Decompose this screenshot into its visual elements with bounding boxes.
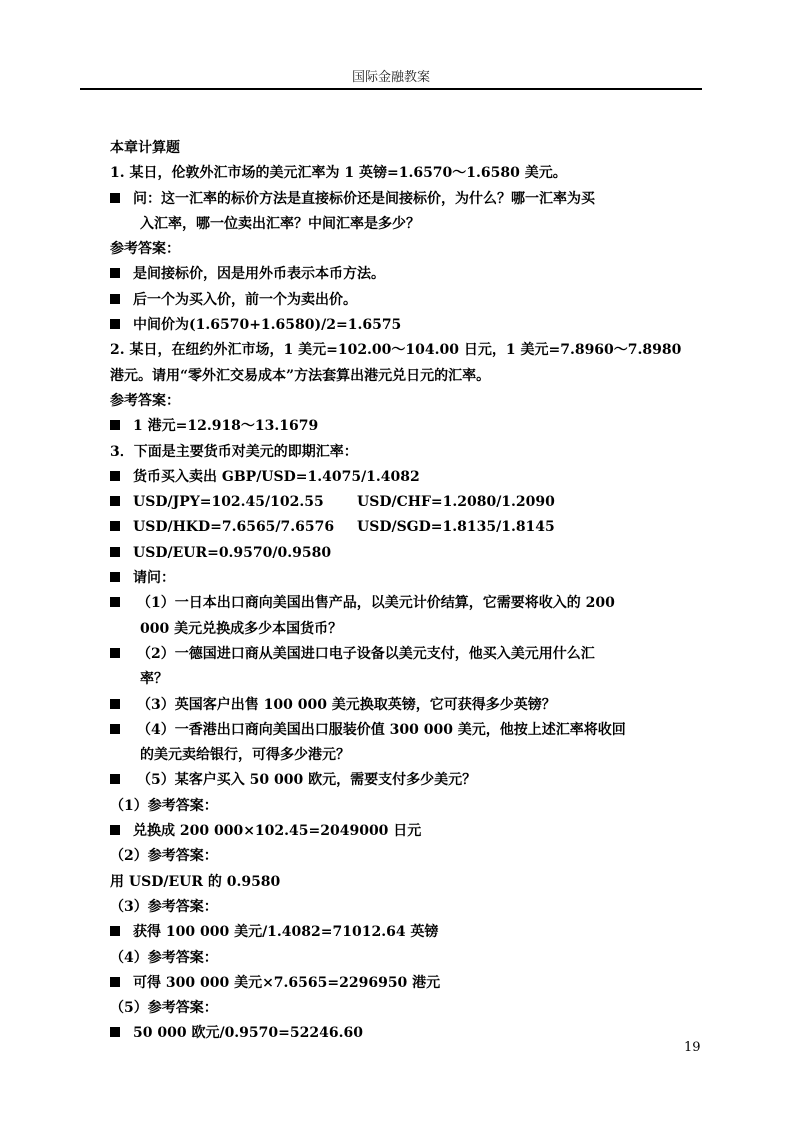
sub-question-2-continued: 率？	[140, 671, 168, 688]
document-body	[110, 136, 702, 1047]
sub-question-1: （1）一日本出口商向美国出售产品，以美元计价结算，它需要将收入的 200	[110, 591, 702, 616]
rate-row-jpy-chf: USD/JPY=102.45/102.55 USD/CHF=1.2080/1.2090	[110, 490, 702, 515]
question-1-ask-continued: 入汇率，哪一位卖出汇率？中间汇率是多少？	[140, 215, 420, 232]
question-1-ask: 问：这一汇率的标价方法是直接标价还是间接标价，为什么？哪一汇率为买	[110, 187, 702, 212]
answer-1-item-2: 后一个为买入价，前一个为卖出价。	[110, 288, 702, 313]
rate-usd-sgd: USD/SGD=1.8135/1.8145	[357, 519, 555, 536]
square-bullet-icon	[110, 471, 120, 481]
answer-label-5: （5）参考答案：	[110, 1000, 218, 1017]
answer-3-3: 获得 100 000 美元/1.4082=71012.64 英镑	[110, 920, 702, 945]
square-bullet-icon	[110, 521, 120, 531]
rate-row-hkd-sgd: USD/HKD=7.6565/7.6576 USD/SGD=1.8135/1.8145	[110, 515, 702, 540]
rate-gbp-usd: 货币买入卖出 GBP/USD=1.4075/1.4082	[110, 465, 702, 490]
question-1: 1. 某日，伦敦外汇市场的美元汇率为 1 英镑=1.6570～1.6580 美元。	[110, 165, 567, 182]
sub-question-5: （5）某客户买入 50 000 欧元，需要支付多少美元？	[110, 768, 702, 793]
square-bullet-icon	[110, 496, 120, 506]
square-bullet-icon	[110, 977, 120, 987]
square-bullet-icon	[110, 572, 120, 582]
answer-label-2: （2）参考答案：	[110, 848, 218, 865]
sub-question-1-continued: 000 美元兑换成多少本国货币？	[140, 620, 343, 637]
square-bullet-icon	[110, 193, 120, 203]
question-2-continued: 港元。请用“零外汇交易成本”方法套算出港元兑日元的汇率。	[110, 367, 491, 384]
sub-question-4: （4）一香港出口商向美国出口服装价值 300 000 美元，他按上述汇率将收回	[110, 718, 702, 743]
square-bullet-icon	[110, 926, 120, 936]
sub-question-3: （3）英国客户出售 100 000 美元换取英镑，它可获得多少英镑？	[110, 693, 702, 718]
page-number: 19	[684, 1040, 701, 1055]
square-bullet-icon	[110, 774, 120, 784]
square-bullet-icon	[110, 699, 120, 709]
question-3: 3．下面是主要货币对美元的即期汇率：	[110, 443, 358, 460]
question-2: 2. 某日，在纽约外汇市场，1 美元=102.00～104.00 日元，1 美元=7.8960～7.8980	[110, 342, 682, 359]
answer-label: 参考答案：	[110, 392, 180, 409]
sub-question-2: （2）一德国进口商从美国进口电子设备以美元支付，他买入美元用什么汇	[110, 642, 702, 667]
answer-1-item-1: 是间接标价，因是用外币表示本币方法。	[110, 262, 702, 287]
answer-label-3: （3）参考答案：	[110, 898, 218, 915]
answer-3-2: 用 USD/EUR 的 0.9580	[110, 873, 281, 890]
square-bullet-icon	[110, 825, 120, 835]
square-bullet-icon	[110, 268, 120, 278]
answer-3-1: 兑换成 200 000×102.45=2049000 日元	[110, 819, 702, 844]
answer-label-4: （4）参考答案：	[110, 949, 218, 966]
square-bullet-icon	[110, 420, 120, 430]
question-3-prompt: 请问：	[110, 566, 702, 591]
square-bullet-icon	[110, 597, 120, 607]
answer-1-item-3: 中间价为(1.6570+1.6580)/2=1.6575	[110, 313, 702, 338]
header-divider	[80, 88, 702, 90]
square-bullet-icon	[110, 294, 120, 304]
answer-3-5: 50 000 欧元/0.9570=52246.60	[110, 1021, 702, 1046]
page-header-title: 国际金融教案	[351, 70, 430, 85]
answer-2-item: 1 港元=12.918～13.1679	[110, 414, 702, 439]
square-bullet-icon	[110, 1027, 120, 1037]
answer-label-1: （1）参考答案：	[110, 797, 218, 814]
section-heading: 本章计算题	[110, 140, 180, 156]
answer-3-4: 可得 300 000 美元×7.6565=2296950 港元	[110, 971, 702, 996]
square-bullet-icon	[110, 547, 120, 557]
rate-usd-eur: USD/EUR=0.9570/0.9580	[110, 541, 702, 566]
square-bullet-icon	[110, 724, 120, 734]
square-bullet-icon	[110, 319, 120, 329]
sub-question-4-continued: 的美元卖给银行，可得多少港元？	[140, 747, 350, 764]
rate-usd-chf: USD/CHF=1.2080/1.2090	[357, 494, 555, 511]
square-bullet-icon	[110, 648, 120, 658]
answer-label: 参考答案：	[110, 241, 180, 258]
